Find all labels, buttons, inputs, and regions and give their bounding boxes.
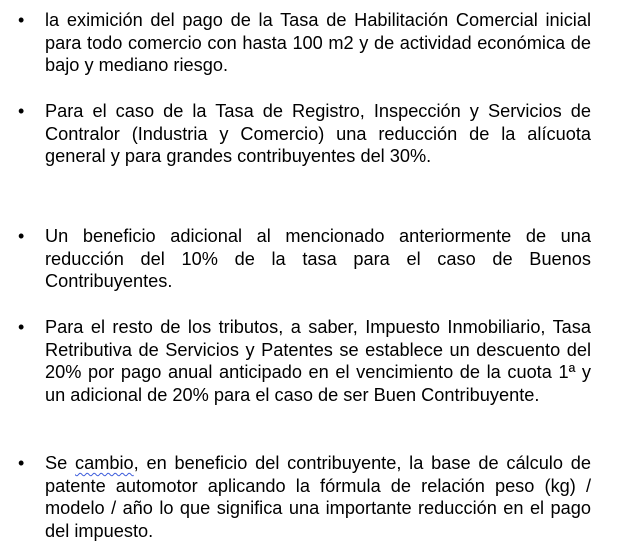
bullet-icon: • <box>18 10 25 30</box>
text-suffix: , en beneficio del contribuyente, la base de cálculo de patente automotor aplicando la fórmula de relación peso (kg) / modelo / año lo que significa una importante reducción en el pago del impuesto. <box>45 453 591 541</box>
list-item-text <box>45 452 591 542</box>
list-item-text: Para el caso de la Tasa de Registro, Inspección y Servicios de Contralor (Industria y Comercio) una reducción de la alícuota general y para grandes contribuyentes del 30%. <box>45 101 591 167</box>
text-prefix: Se <box>45 453 76 473</box>
list-item-text: Un beneficio adicional al mencionado anteriormente de una reducción del 10% de la tasa para el caso de Buenos Contribuyentes. <box>45 226 591 292</box>
bullet-icon: • <box>18 226 25 246</box>
spellcheck-flagged-word[interactable]: cambio <box>75 453 134 473</box>
list-item-text: la eximición del pago de la Tasa de Habilitación Comercial inicial para todo comercio con hasta 100 m2 y de actividad económica de bajo y mediano riesgo. <box>45 10 591 76</box>
bullet-icon: • <box>18 317 25 337</box>
list-item-text: Para el resto de los tributos, a saber, Impuesto Inmobiliario, Tasa Retributiva de Servicios y Patentes se establece un descuento del 20% por pago anual anticipado en el vencimiento de la cuota 1ª y un adicional de 20% para el caso de ser Buen Contribuyente. <box>45 317 591 405</box>
bullet-icon: • <box>18 453 25 473</box>
bullet-icon: • <box>18 101 25 121</box>
